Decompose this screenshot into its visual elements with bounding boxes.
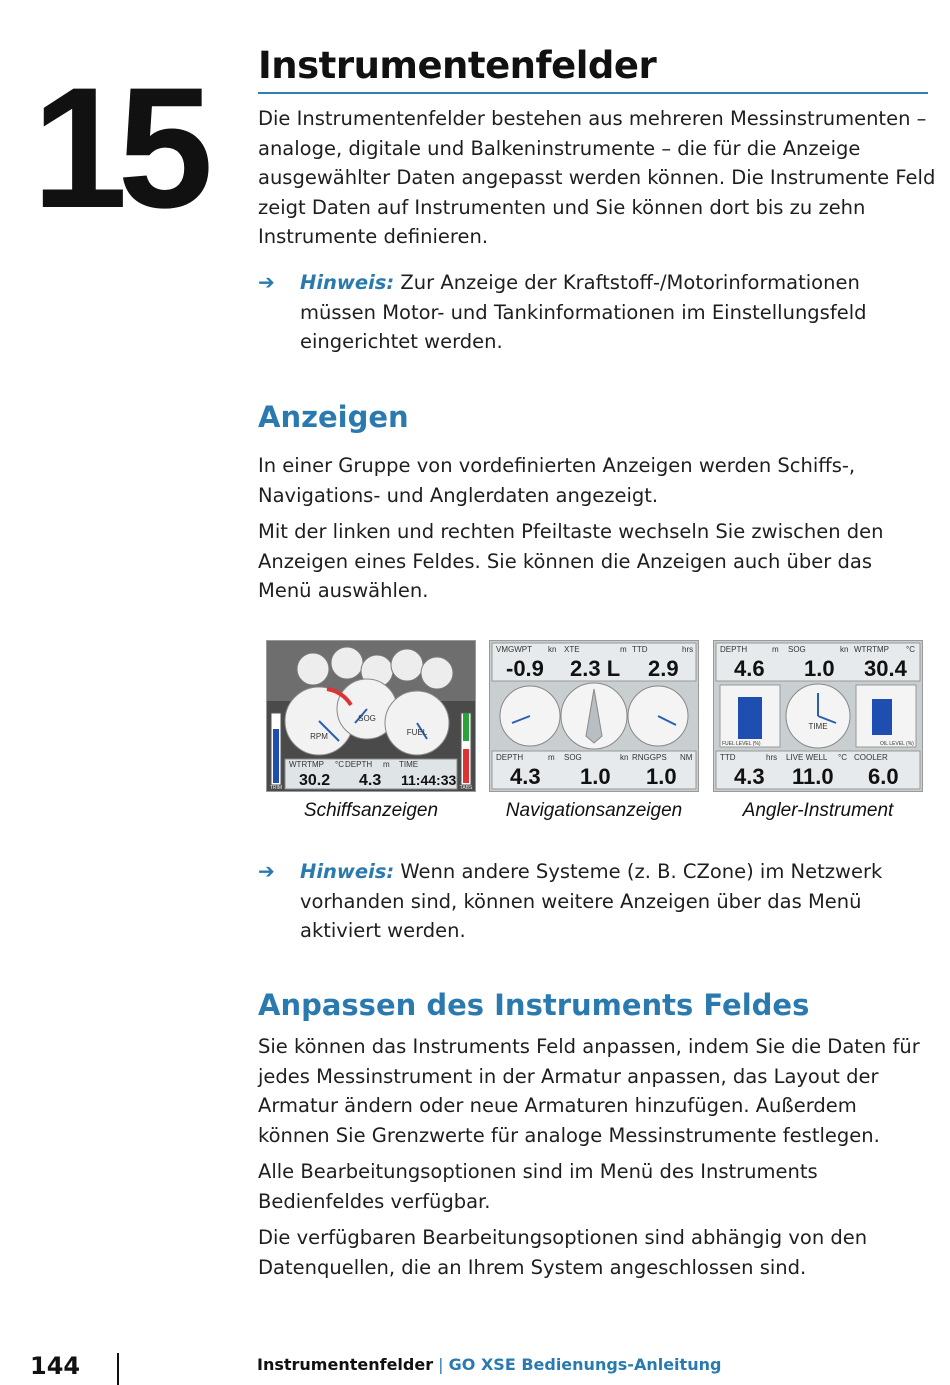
caption-angler: Angler-Instrument (742, 800, 894, 821)
intro-paragraph: Die Instrumentenfelder bestehen aus mehreren Messinstrumenten – analoge, digitale und Balkeninstrumente – die für die Anzeige ausgewählter Daten angepasst werden können. Die Instrumente Feld zeigt Daten auf Instrumenten und Sie können dort bis zu zehn Instrumente definieren. (258, 107, 936, 248)
svg-text:°C: °C (906, 645, 915, 654)
svg-text:TTD: TTD (720, 753, 736, 762)
section2-paragraph-3: Die verfügbaren Bearbeitungsoptionen sind abhängig von den Datenquellen, die an Ihrem System angeschlossen sind. (258, 1226, 868, 1279)
svg-text:°C: °C (335, 760, 344, 769)
section1-paragraph-1: In einer Gruppe von vordefinierten Anzeigen werden Schiffs-, Navigations- und Anglerdaten angezeigt. (258, 454, 856, 507)
angler-top-cell-3 (854, 645, 915, 681)
svg-text:SOG: SOG (564, 753, 582, 762)
rpm-gauge-label: RPM (310, 732, 328, 741)
svg-text:4.6: 4.6 (734, 656, 765, 681)
svg-text:m: m (383, 760, 390, 769)
fuel-gauge-label: FUEL (406, 728, 428, 737)
trim-label: TRIM (269, 785, 283, 791)
svg-text:-0.9: -0.9 (506, 656, 544, 681)
svg-text:11:44:33: 11:44:33 (401, 772, 457, 788)
svg-text:2.9: 2.9 (648, 656, 679, 681)
svg-text:VMGWPT: VMGWPT (496, 645, 532, 654)
svg-text:6.0: 6.0 (868, 764, 899, 789)
svg-text:TIME: TIME (399, 760, 419, 769)
note-1-label: Hinweis: (300, 271, 395, 294)
caption-vessel: Schiffsanzeigen (303, 800, 439, 821)
svg-text:RNGGPS: RNGGPS (632, 753, 667, 762)
svg-text:kn: kn (840, 645, 849, 654)
svg-text:4.3: 4.3 (734, 764, 765, 789)
svg-text:DEPTH: DEPTH (496, 753, 524, 762)
svg-text:DEPTH: DEPTH (345, 760, 373, 769)
footer-chapter: Instrumentenfelder (257, 1355, 434, 1374)
svg-text:kn: kn (548, 645, 557, 654)
svg-text:hrs: hrs (766, 753, 778, 762)
time-gauge-label: TIME (808, 722, 828, 731)
svg-text:LIVE WELL: LIVE WELL (786, 753, 828, 762)
svg-text:1.0: 1.0 (804, 656, 835, 681)
arrow-right-icon: ➔ (258, 859, 275, 883)
vessel-gauges-graphic (267, 641, 475, 791)
svg-text:30.4: 30.4 (864, 656, 907, 681)
footer-divider (117, 1353, 119, 1385)
svg-text:1.0: 1.0 (580, 764, 611, 789)
svg-text:11.0: 11.0 (792, 764, 834, 789)
svg-text:DEPTH: DEPTH (720, 645, 748, 654)
svg-text:COOLER: COOLER (854, 753, 888, 762)
tabs-label: TABS (459, 785, 473, 791)
svg-text:WTRTMP: WTRTMP (854, 645, 889, 654)
svg-text:kn: kn (620, 753, 629, 762)
svg-text:hrs: hrs (682, 645, 694, 654)
svg-text:30.2: 30.2 (299, 772, 331, 789)
chapter-number: 15 (32, 52, 204, 244)
section1-paragraph-2: Mit der linken und rechten Pfeiltaste wechseln Sie zwischen den Anzeigen eines Feldes. Sie können die Anzeigen auch über das Menü auswählen. (258, 520, 884, 602)
svg-text:°C: °C (838, 753, 847, 762)
svg-text:SOG: SOG (788, 645, 806, 654)
svg-text:m: m (548, 753, 555, 762)
svg-text:2.3 L: 2.3 L (570, 656, 621, 681)
vessel-gauges-image (266, 640, 476, 792)
section-heading-anzeigen: Anzeigen (258, 400, 409, 434)
section2-paragraph-2: Alle Bearbeitungsoptionen sind im Menü des Instruments Bedienfeldes verfügbar. (258, 1160, 818, 1213)
oil-level-label: OIL LEVEL (%) (880, 741, 914, 747)
footer-running-title (257, 1355, 721, 1374)
section2-paragraph-1: Sie können das Instruments Feld anpassen, indem Sie die Daten für jedes Messinstrument in der Armatur anpassen, das Layout der Armatur ändern oder neue Armaturen hinzufügen. Außerdem können Sie Grenzwerte für analoge Messinstrumente festlegen. (258, 1035, 920, 1147)
svg-text:m: m (772, 645, 779, 654)
svg-text:4.3: 4.3 (359, 772, 382, 789)
svg-text:XTE: XTE (564, 645, 580, 654)
svg-text:NM: NM (680, 753, 693, 762)
page-title: Instrumentenfelder (258, 44, 657, 87)
page-number: 144 (30, 1352, 81, 1380)
caption-navigation: Navigationsanzeigen (505, 800, 683, 821)
navigation-gauges-image (489, 640, 699, 792)
section-heading-anpassen: Anpassen des Instruments Feldes (258, 988, 810, 1022)
svg-text:4.3: 4.3 (510, 764, 541, 789)
navigation-gauges-graphic (490, 641, 698, 791)
angler-gauges-image (713, 640, 923, 792)
footer-separator: | (433, 1355, 449, 1374)
svg-text:TTD: TTD (632, 645, 648, 654)
footer-document-title: GO XSE Bedienungs-Anleitung (448, 1355, 722, 1374)
angler-gauges-graphic (714, 641, 922, 791)
title-rule (258, 92, 928, 94)
note-1-text: Zur Anzeige der Kraftstoff-/Motorinformationen müssen Motor- und Tankinformationen im Einstellungsfeld eingerichtet werden. (300, 271, 867, 353)
sog-gauge-label: SOG (358, 714, 376, 723)
note-2-label: Hinweis: (300, 860, 395, 883)
svg-text:m: m (620, 645, 627, 654)
note-2-text: Wenn andere Systeme (z. B. CZone) im Netzwerk vorhanden sind, können weitere Anzeigen über das Menü aktiviert werden. (300, 860, 883, 942)
svg-text:1.0: 1.0 (646, 764, 677, 789)
arrow-right-icon: ➔ (258, 270, 275, 294)
svg-text:WTRTMP: WTRTMP (289, 760, 324, 769)
fuel-level-label: FUEL LEVEL (%) (722, 741, 761, 747)
